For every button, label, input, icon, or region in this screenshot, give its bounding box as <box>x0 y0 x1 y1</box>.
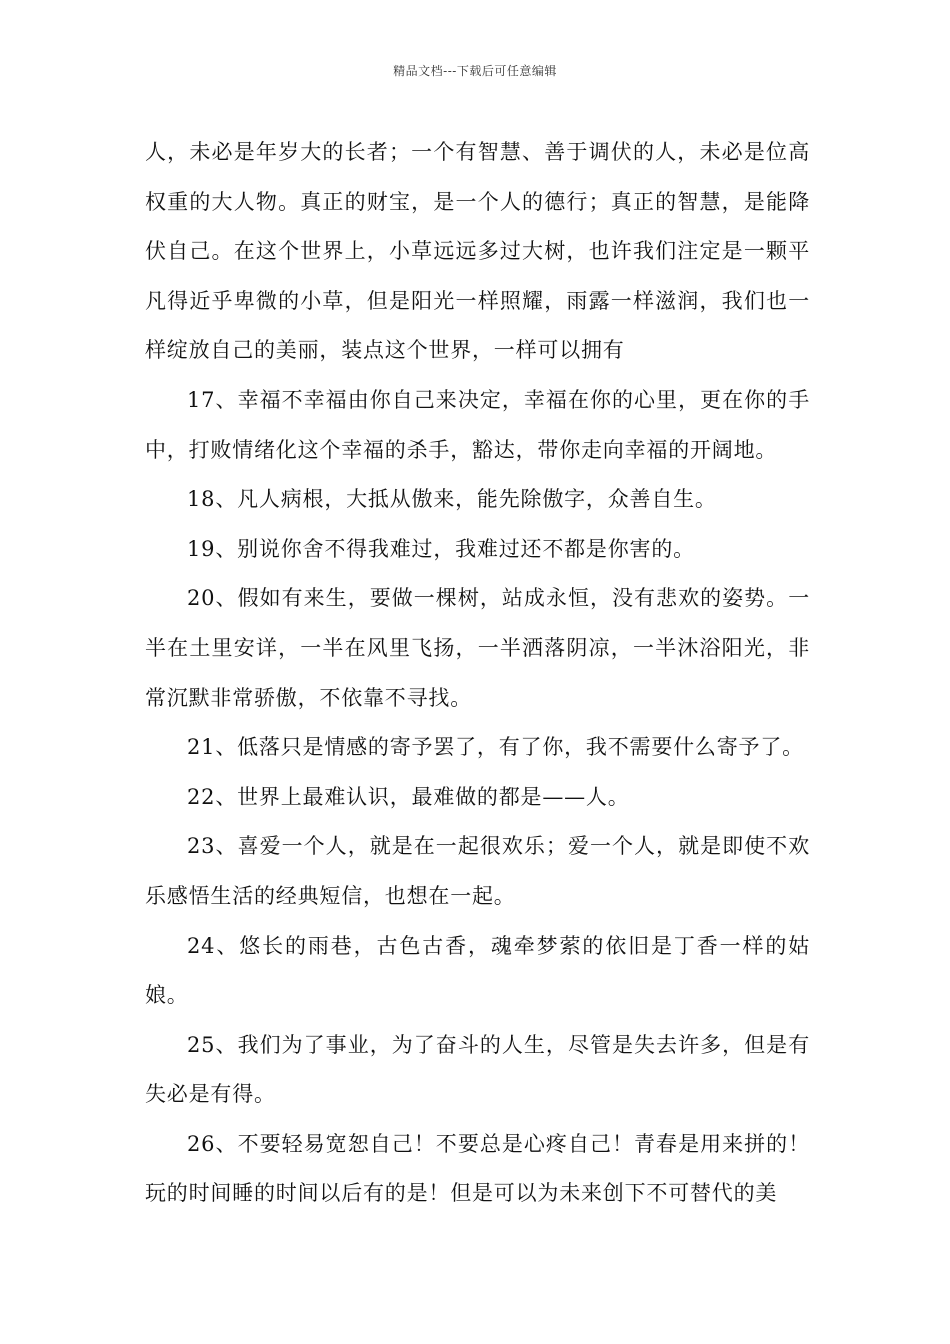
paragraph: 19、别说你舍不得我难过，我难过还不都是你害的。 <box>187 536 695 561</box>
paragraph: 人，未必是年岁大的长者；一个有智慧、善于调伏的人，未必是位高权重的大人物。真正的财宝，是一个人的德行；真正的智慧，是能降伏自己。在这个世界上，小草远远多过大树，也许我们注定是一颗平凡得近乎卑微的小草，但是阳光一样照耀，雨露一样滋润，我们也一样绽放自己的美丽，装点这个世界，一样可以拥有 <box>145 140 810 363</box>
paragraph: 17、幸福不幸福由你自己来决定，幸福在你的心里，更在你的手中，打败情绪化这个幸福的杀手，豁达，带你走向幸福的开阔地。 <box>145 387 810 462</box>
paragraph: 25、我们为了事业，为了奋斗的人生，尽管是失去许多，但是有失必是有得。 <box>145 1032 810 1107</box>
paragraph: 22、世界上最难认识，最难做的都是——人。 <box>187 784 630 809</box>
document-body <box>145 128 810 1219</box>
paragraph: 26、不要轻易宽恕自己！不要总是心疼自己！青春是用来拼的！玩的时间睡的时间以后有的是！但是可以为未来创下不可替代的美 <box>145 1131 810 1206</box>
paragraph: 24、悠长的雨巷，古色古香，魂牵梦萦的依旧是丁香一样的姑娘。 <box>145 933 810 1008</box>
paragraph: 21、低落只是情感的寄予罢了，有了你，我不需要什么寄予了。 <box>187 735 804 760</box>
paragraph: 18、凡人病根，大抵从傲来，能先除傲字，众善自生。 <box>187 487 717 512</box>
page-header: 精品文档---下载后可任意编辑 <box>393 64 557 78</box>
paragraph: 20、假如有来生，要做一棵树，站成永恒，没有悲欢的姿势。一半在土里安详，一半在风里飞扬，一半洒落阴凉，一半沐浴阳光，非常沉默非常骄傲，不依靠不寻找。 <box>145 586 810 710</box>
paragraph: 23、喜爱一个人，就是在一起很欢乐；爱一个人，就是即使不欢乐感悟生活的经典短信，也想在一起。 <box>145 834 810 908</box>
